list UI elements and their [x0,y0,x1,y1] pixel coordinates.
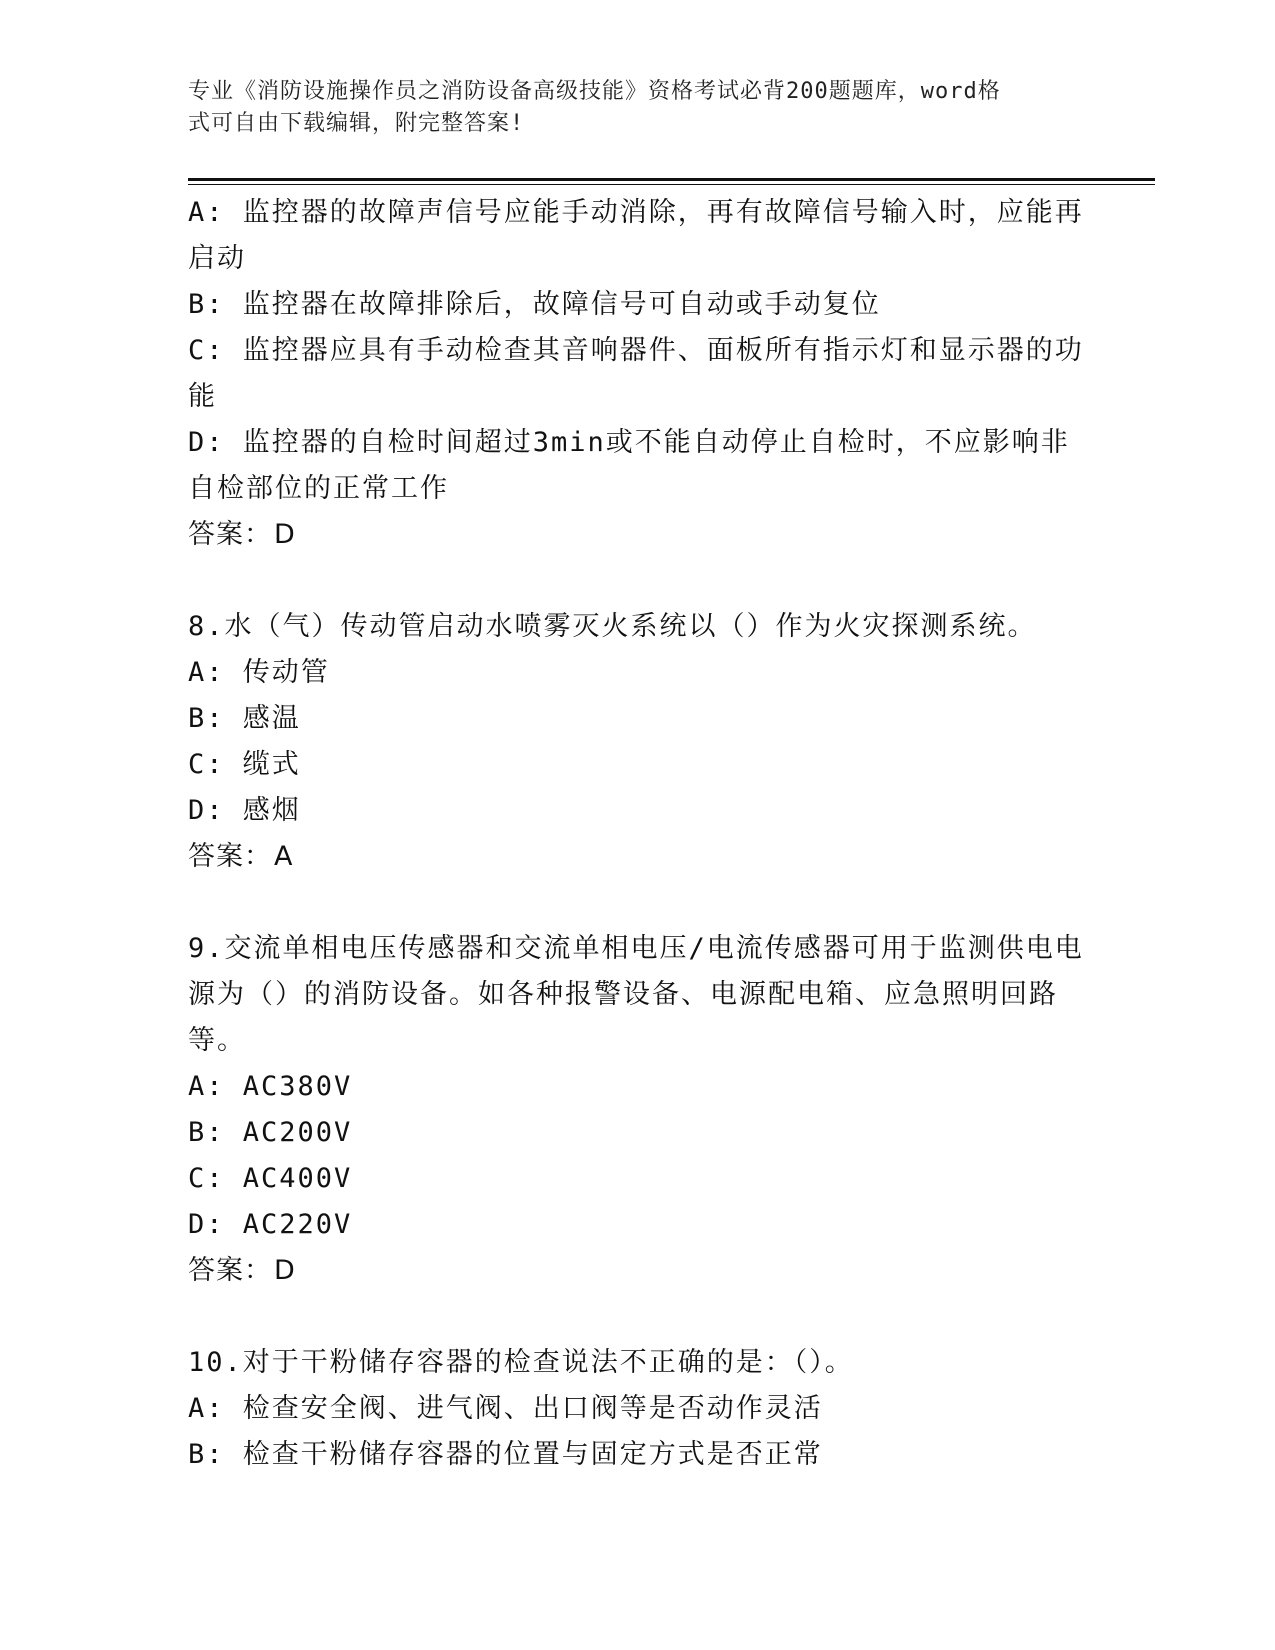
answer-line [188,834,1088,880]
option-c-line-2: 能 [188,381,217,412]
option-b: B: 监控器在故障排除后，故障信号可自动或手动复位 [188,289,881,320]
option-a-line-2: 启动 [188,243,246,274]
header-line-1: 专业《消防设施操作员之消防设备高级技能》资格考试必背200题题库，word格 [188,79,1001,104]
header-divider-thick [188,178,1155,181]
spacer [188,1294,1088,1340]
answer-label: 答案： [188,841,272,872]
option-d: D: AC220V [188,1209,353,1240]
header-line-2: 式可自由下载编辑，附完整答案! [188,111,525,136]
option-d: D: 感烟 [188,795,301,826]
question-text-line-1: 9.交流单相电压传感器和交流单相电压/电流传感器可用于监测供电电 [188,933,1084,964]
question-text: 10.对于干粉储存容器的检查说法不正确的是：（）。 [188,1347,854,1378]
option-a-line-1: A: 监控器的故障声信号应能手动消除，再有故障信号输入时，应能再 [188,197,1084,228]
question-list [188,190,1088,1478]
question-text-line-3: 等。 [188,1025,246,1056]
answer-value: A [274,841,294,872]
question-text: 8.水（气）传动管启动水喷雾灭火系统以（）作为火灾探测系统。 [188,611,1037,642]
answer-line [188,512,1088,558]
answer-value: D [274,519,296,550]
option-a: A: 检查安全阀、进气阀、出口阀等是否动作灵活 [188,1393,823,1424]
spacer [188,880,1088,926]
document-header [188,76,1068,140]
option-a: A: 传动管 [188,657,330,688]
answer-line [188,1248,1088,1294]
option-a: A: AC380V [188,1071,353,1102]
option-c-line-1: C: 监控器应具有手动检查其音响器件、面板所有指示灯和显示器的功 [188,335,1084,366]
option-c: C: 缆式 [188,749,301,780]
header-divider-thin [188,184,1155,185]
question-text-line-2: 源为（）的消防设备。如各种报警设备、电源配电箱、应急照明回路 [188,979,1058,1010]
option-b: B: 检查干粉储存容器的位置与固定方式是否正常 [188,1439,823,1470]
option-b: B: 感温 [188,703,301,734]
answer-label: 答案： [188,1255,272,1286]
option-c: C: AC400V [188,1163,353,1194]
question-9-block [188,926,1088,1294]
option-d-line-2: 自检部位的正常工作 [188,473,449,504]
option-d-line-1: D: 监控器的自检时间超过3min或不能自动停止自检时，不应影响非 [188,427,1070,458]
question-7-block [188,190,1088,558]
answer-label: 答案： [188,519,272,550]
question-10-block [188,1340,1088,1478]
question-8-block [188,604,1088,880]
answer-value: D [274,1255,296,1286]
option-b: B: AC200V [188,1117,353,1148]
spacer [188,558,1088,604]
